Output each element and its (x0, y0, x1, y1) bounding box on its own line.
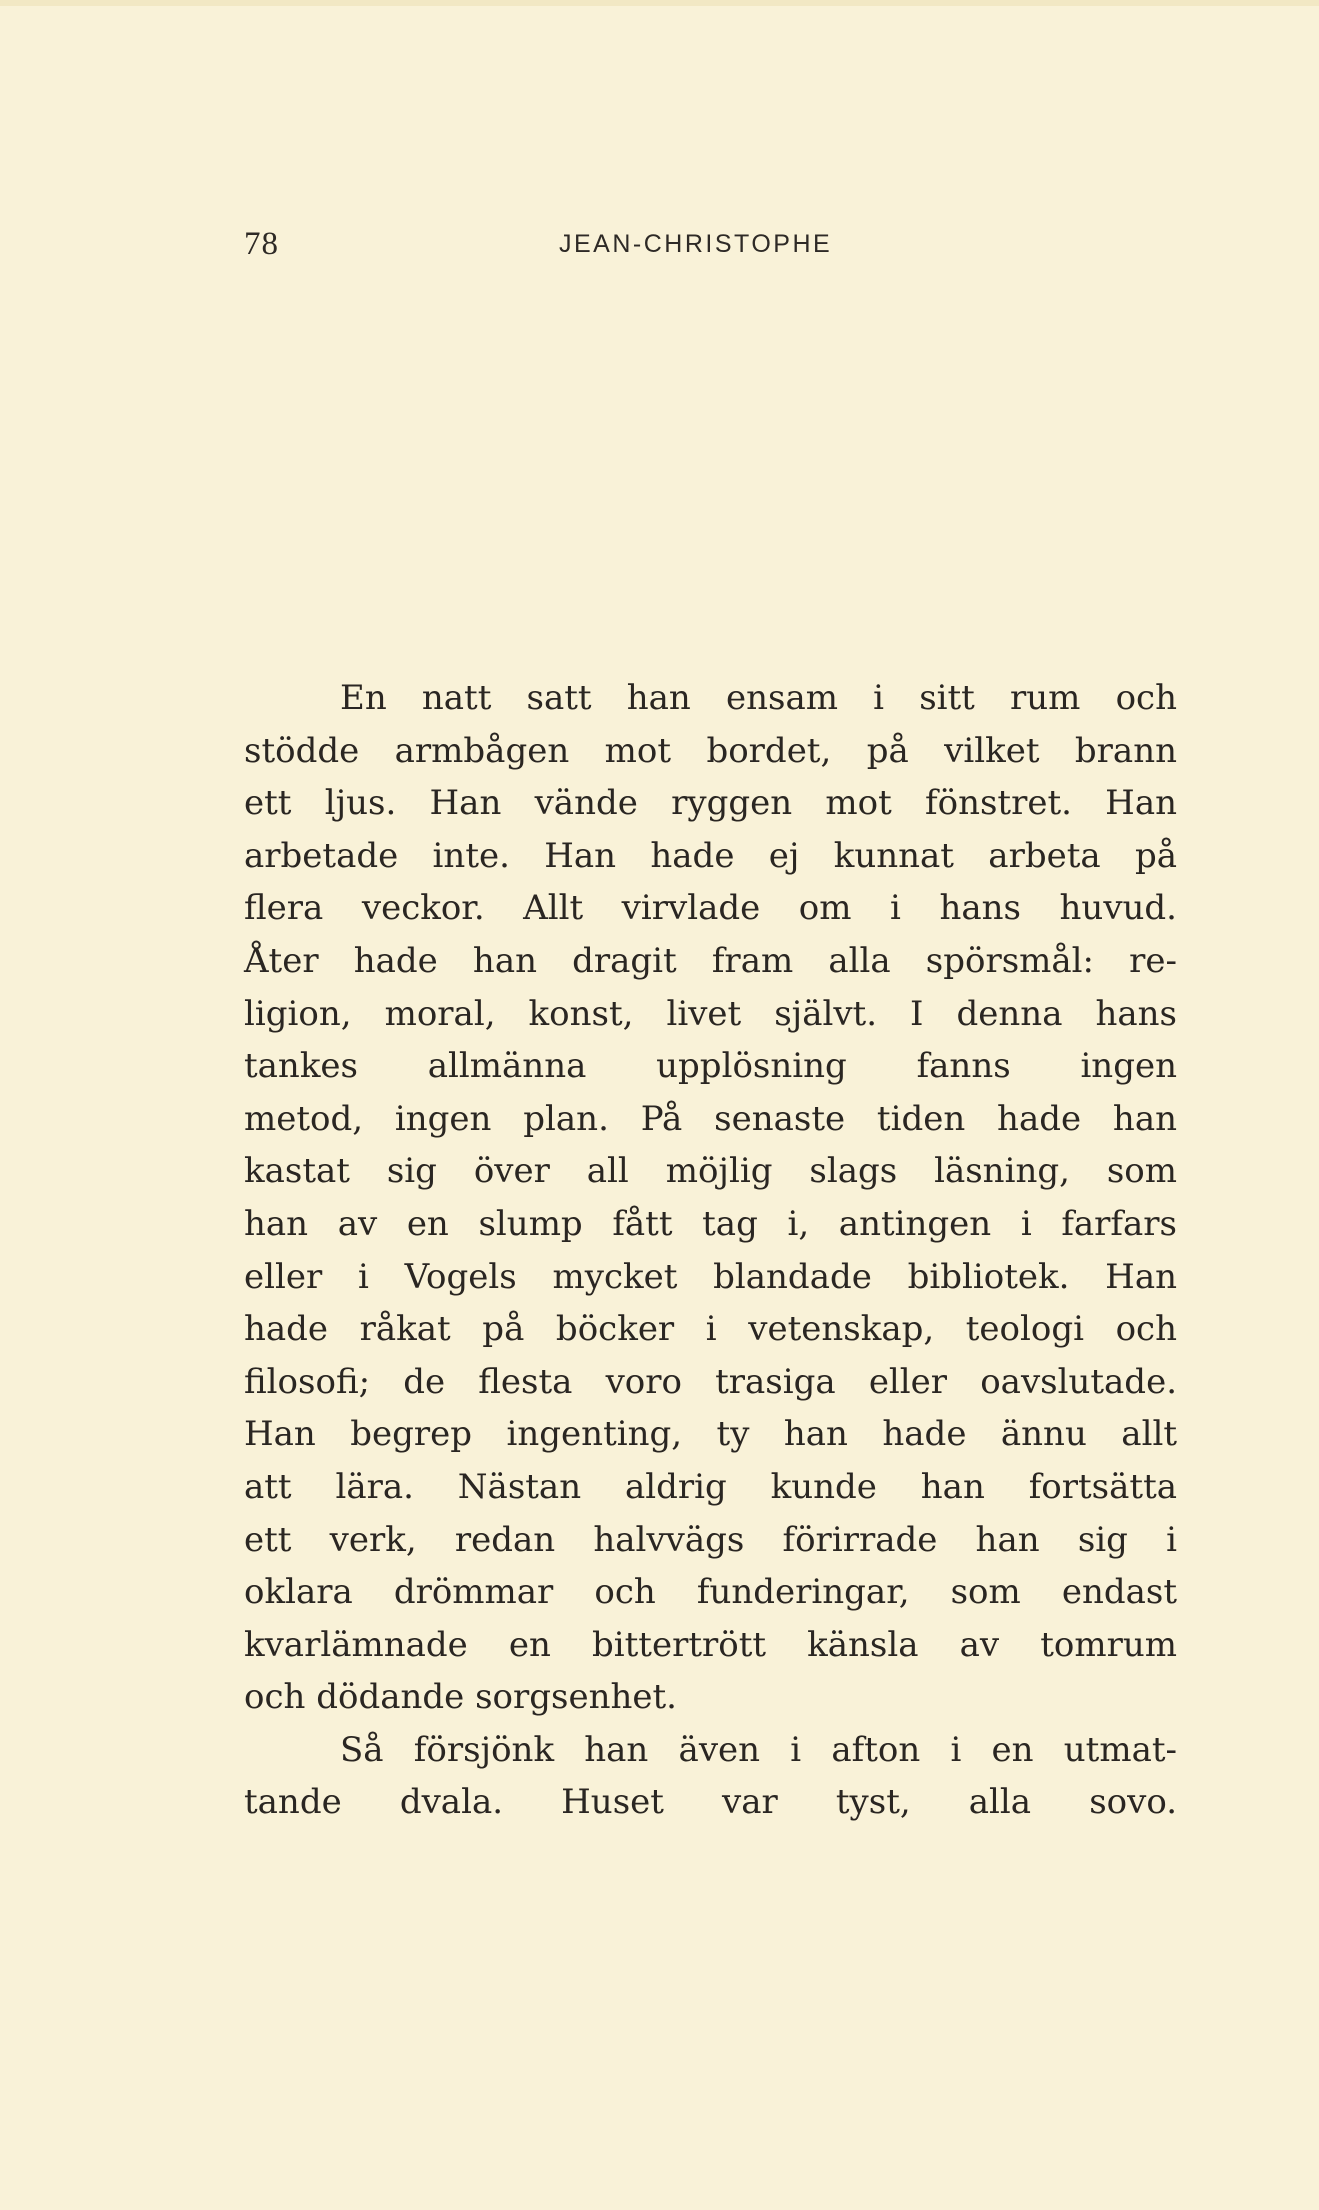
text-line: att lära. Nästan aldrig kunde han fortsätta (244, 1466, 1177, 1507)
text-line: Åter hade han dragit fram alla spörsmål: re- (244, 940, 1177, 981)
text-line: En natt satt han ensam i sitt rum och (340, 678, 1177, 718)
text-line: oklara drömmar och funderingar, som endast (244, 1572, 1177, 1613)
text-line: hade råkat på böcker i vetenskap, teologi och (244, 1309, 1177, 1350)
text-line: tankes allmänna upplösning fanns ingen (244, 1046, 1177, 1087)
text-line: och dödande sorgsenhet. (244, 1677, 677, 1718)
text-line: Han begrep ingenting, ty han hade ännu allt (244, 1414, 1177, 1455)
text-line: kvarlämnade en bittertrött känsla av tomrum (244, 1624, 1177, 1665)
text-line: metod, ingen plan. På senaste tiden hade han (244, 1098, 1177, 1139)
paragraph-2 (244, 1724, 1177, 1829)
text-line: ett verk, redan halvvägs förirrade han sig i (244, 1519, 1177, 1560)
text-line: stödde armbågen mot bordet, på vilket brann (244, 730, 1177, 771)
body-text (244, 672, 1177, 1829)
page-number: 78 (244, 226, 279, 262)
text-line: kastat sig över all möjlig slags läsning, som (244, 1151, 1177, 1192)
text-line: flera veckor. Allt virvlade om i hans huvud. (244, 888, 1177, 929)
text-line: ligion, moral, konst, livet självt. I denna hans (244, 993, 1177, 1034)
running-head (244, 226, 1172, 270)
running-title: JEAN-CHRISTOPHE (559, 230, 833, 258)
text-line: han av en slump fått tag i, antingen i farfars (244, 1203, 1177, 1244)
text-line: eller i Vogels mycket blandade bibliotek. Han (244, 1256, 1177, 1297)
text-line: tande dvala. Huset var tyst, alla sovo. (244, 1782, 1177, 1823)
page-edge (0, 0, 1319, 6)
text-line: ett ljus. Han vände ryggen mot fönstret. Han (244, 783, 1177, 824)
text-line: arbetade inte. Han hade ej kunnat arbeta på (244, 835, 1177, 876)
text-line: Så försjönk han även i afton i en utmat- (340, 1729, 1177, 1770)
text-line: filosofi; de flesta voro trasiga eller oavslutade. (244, 1361, 1177, 1402)
paragraph-1 (244, 672, 1177, 1724)
